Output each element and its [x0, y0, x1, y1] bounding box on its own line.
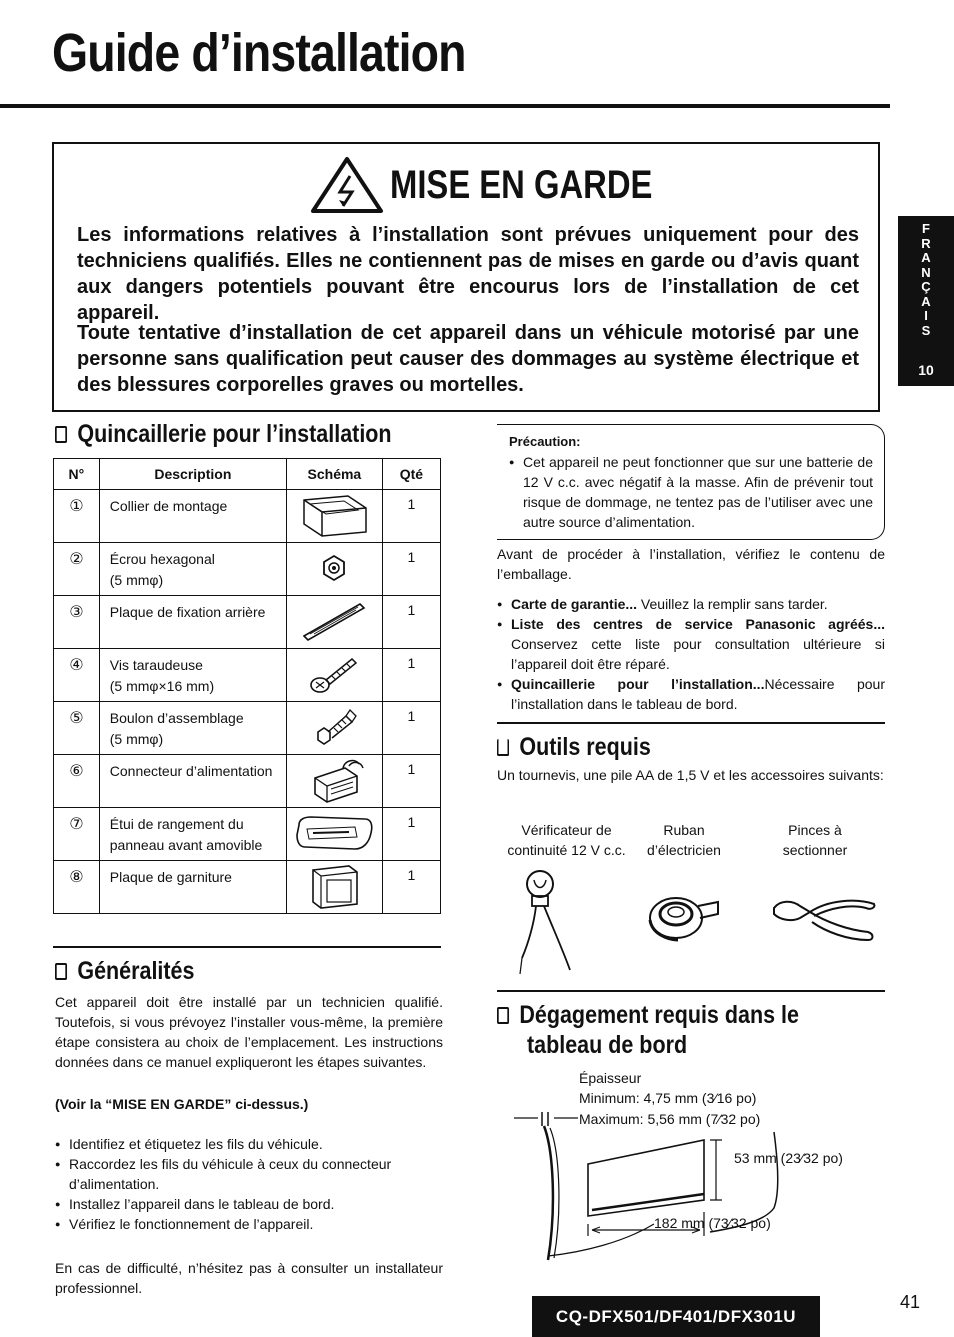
item-description: Étui de rangement du panneau avant amovible	[99, 808, 286, 861]
table-row	[54, 490, 441, 543]
list-item: ● Identifiez et étiquetez les fils du véhicule.	[55, 1134, 443, 1154]
tools-intro: Un tournevis, une pile AA de 1,5 V et les accessoires suivants:	[497, 767, 884, 783]
item-quantity: 1	[382, 808, 440, 861]
table-row	[54, 543, 441, 596]
section-box-icon	[497, 739, 509, 756]
item-number: ⑧	[54, 861, 100, 914]
general-outro: En cas de difficulté, n’hésitez pas à consulter un installateur professionnel.	[55, 1260, 443, 1296]
general-steps-list	[55, 1134, 443, 1234]
item-schema	[287, 543, 383, 596]
tool-label: Vérificateur de continuité 12 V c.c.	[507, 822, 626, 858]
tool-label: Ruban d’électricien	[647, 822, 721, 858]
general-heading: Généralités	[55, 957, 194, 986]
side-tab-number: 10	[918, 362, 934, 378]
item-schema	[287, 808, 383, 861]
list-item: ● Quincaillerie pour l’installation...Nécessaire pour l’installation dans le tableau de bord.	[497, 674, 885, 714]
column-header: N°	[54, 459, 100, 490]
tools-heading: Outils requis	[497, 733, 651, 762]
mounting-collar-icon	[294, 492, 374, 538]
item-schema	[287, 861, 383, 914]
table-row	[54, 861, 441, 914]
list-item: ● Raccordez les fils du véhicule à ceux du connecteur d’alimentation.	[55, 1154, 443, 1194]
opening-height: 53 mm (23⁄32 po)	[734, 1150, 843, 1166]
carrying-case-icon	[291, 811, 377, 855]
caution-header	[310, 156, 710, 214]
thickness-minimum: Minimum: 4,75 mm (3⁄16 po)	[579, 1090, 757, 1106]
item-number: ①	[54, 490, 100, 543]
thickness-label: Épaisseur	[579, 1070, 642, 1086]
item-quantity: 1	[382, 702, 440, 755]
list-item: ● Carte de garantie... Veuillez la remplir sans tarder.	[497, 594, 885, 614]
section-divider	[497, 722, 885, 724]
table-row	[54, 596, 441, 649]
continuity-tester-icon	[512, 864, 578, 976]
section-box-icon	[55, 426, 67, 443]
item-schema	[287, 702, 383, 755]
item-number: ④	[54, 649, 100, 702]
hardware-table	[53, 458, 441, 914]
item-quantity: 1	[382, 596, 440, 649]
tapping-screw-icon	[304, 651, 364, 697]
caution-paragraph-2: Toute tentative d’installation de cet appareil dans un véhicule motorisé par une personne sans qualification peut causer des dommages au système électrique et des blessures corporelles graves ou mortelles.	[77, 322, 859, 396]
general-note: (Voir la “MISE EN GARDE” ci-dessus.)	[55, 1096, 309, 1112]
item-number: ⑦	[54, 808, 100, 861]
language-side-tab	[898, 216, 954, 386]
electrical-tape-icon	[648, 888, 724, 946]
item-description: Collier de montage	[99, 490, 286, 543]
item-schema	[287, 596, 383, 649]
rear-support-strap-icon	[296, 598, 372, 644]
caution-title: MISE EN GARDE	[390, 162, 653, 207]
item-number: ②	[54, 543, 100, 596]
page-title: Guide d’installation	[52, 23, 466, 83]
section-box-icon	[497, 1007, 509, 1024]
table-row	[54, 649, 441, 702]
clearance-heading: Dégagement requis dans le	[497, 1001, 799, 1030]
item-description: Vis taraudeuse (5 mmφ×16 mm)	[99, 649, 286, 702]
item-quantity: 1	[382, 490, 440, 543]
item-number: ③	[54, 596, 100, 649]
model-number-badge: CQ-DFX501/DF401/DFX301U	[532, 1296, 820, 1337]
precaution-title: Précaution:	[509, 434, 581, 449]
tool-label: Pinces à sectionner	[782, 822, 848, 858]
column-header: Qté	[382, 459, 440, 490]
precaution-text: ● Cet appareil ne peut fonctionner que sur une batterie de 12 V c.c. avec négatif à la masse. Afin de prévenir tout risque de dommage, ne tentez pas de l’utiliser avec une autre source d’alimentation.	[509, 452, 873, 532]
list-item: ● Installez l’appareil dans le tableau de bord.	[55, 1194, 443, 1214]
page-number: 41	[900, 1292, 921, 1312]
list-item: ● Liste des centres de service Panasonic agréés... Conservez cette liste pour consultation ultérieure si l’appareil doit être réparé.	[497, 614, 885, 674]
hardware-heading: Quincaillerie pour l’installation	[55, 420, 392, 449]
column-header: Schéma	[287, 459, 383, 490]
hex-nut-icon	[314, 550, 354, 586]
thickness-maximum: Maximum: 5,56 mm (7⁄32 po)	[579, 1111, 761, 1127]
item-number: ⑥	[54, 755, 100, 808]
trim-plate-icon	[299, 862, 369, 910]
table-row	[54, 702, 441, 755]
item-schema	[287, 490, 383, 543]
section-divider	[497, 990, 885, 992]
side-tab-letters: F R A N Ç A I S	[921, 221, 931, 338]
item-quantity: 1	[382, 649, 440, 702]
column-header: Description	[99, 459, 286, 490]
clearance-heading-line-2: tableau de bord	[527, 1031, 688, 1059]
table-row	[54, 755, 441, 808]
item-schema	[287, 755, 383, 808]
precaution-list	[509, 452, 873, 532]
item-number: ⑤	[54, 702, 100, 755]
dashboard-opening-diagram	[514, 1112, 784, 1262]
power-connector-icon	[299, 756, 369, 804]
opening-width: 182 mm (73⁄32 po)	[654, 1215, 771, 1231]
item-schema	[287, 649, 383, 702]
general-intro: Cet appareil doit être installé par un technicien qualifié. Toutefois, si vous prévoyez l’installer vous-même, la première étape consistera au choix de l’emplacement. Les instructions données dans ce manuel expliqueront les étapes suivantes.	[55, 994, 443, 1070]
item-quantity: 1	[382, 755, 440, 808]
section-divider	[53, 946, 441, 948]
item-description: Plaque de garniture	[99, 861, 286, 914]
caution-paragraph-1: Les informations relatives à l’installation sont prévues uniquement pour des techniciens qualifiés. Elles ne contiennent pas de mises en garde ou d’avis quant aux dangers potentiels pouvant être encourus lors de l’installation de cet appareil.	[77, 224, 859, 324]
cutting-pliers-icon	[770, 894, 878, 942]
title-rule	[0, 104, 890, 108]
item-description: Boulon d’assemblage (5 mmφ)	[99, 702, 286, 755]
warning-lightning-icon	[310, 156, 384, 214]
item-description: Plaque de fixation arrière	[99, 596, 286, 649]
item-quantity: 1	[382, 543, 440, 596]
table-header-row	[54, 459, 441, 490]
section-box-icon	[55, 963, 67, 980]
table-row	[54, 808, 441, 861]
list-item: ● Vérifiez le fonctionnement de l’appareil.	[55, 1214, 443, 1234]
item-description: Écrou hexagonal (5 mmφ)	[99, 543, 286, 596]
item-quantity: 1	[382, 861, 440, 914]
mounting-bolt-icon	[306, 704, 362, 750]
contents-list	[497, 594, 885, 714]
contents-intro: Avant de procéder à l’installation, vérifiez le contenu de l’emballage.	[497, 546, 885, 582]
item-description: Connecteur d’alimentation	[99, 755, 286, 808]
